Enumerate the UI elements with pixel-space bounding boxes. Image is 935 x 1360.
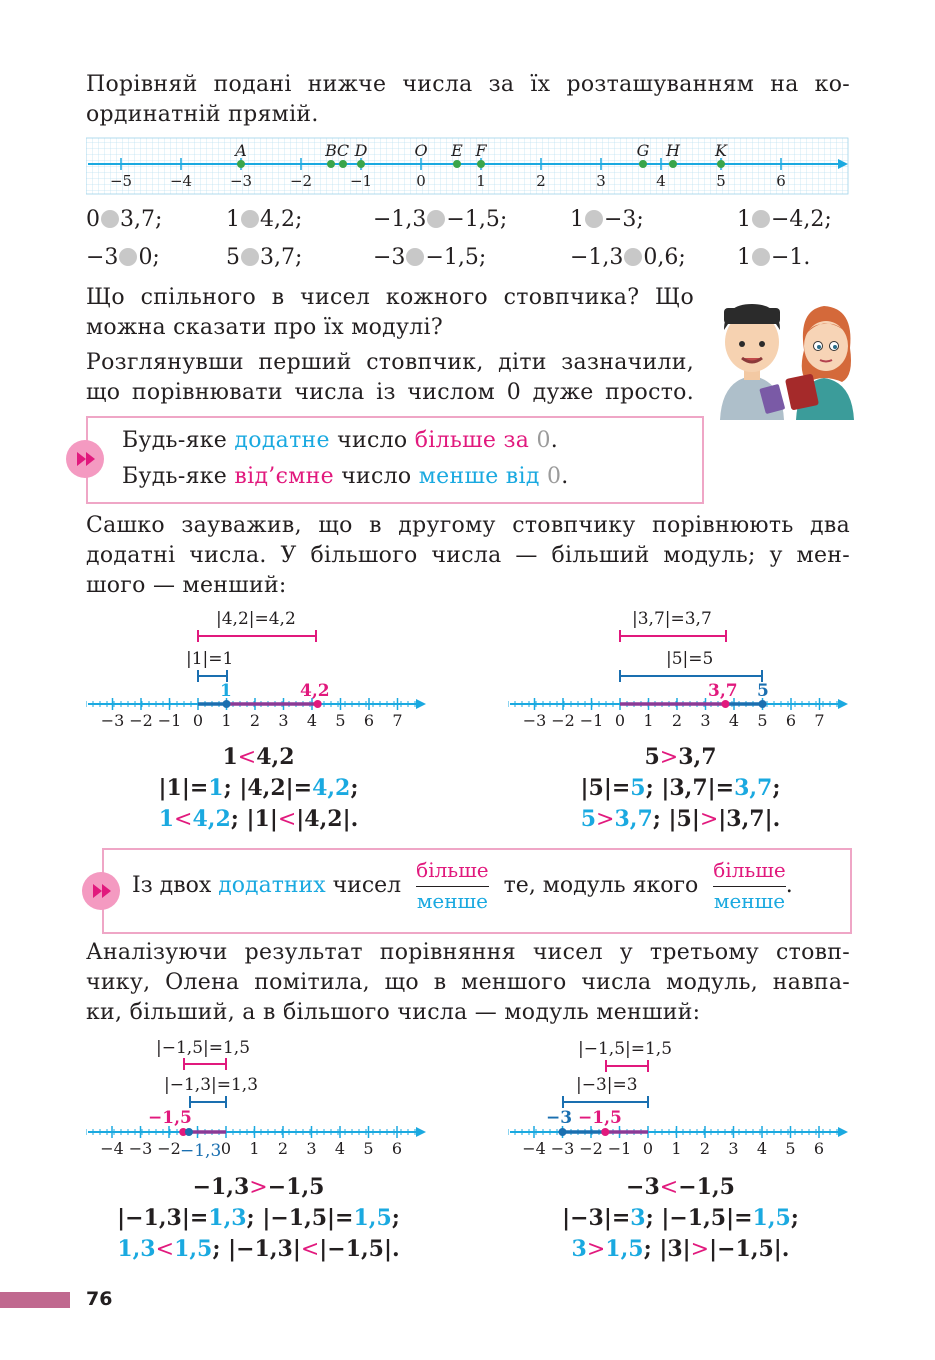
olena-line-2: чику, Олена помітила, що в меншого числа модуль, навпа- bbox=[86, 970, 850, 995]
diag2-eq-3: 5>3,7; |5|>|3,7|. bbox=[580, 806, 781, 832]
tick-label: −1 bbox=[607, 1139, 632, 1158]
tick-label: −4 bbox=[169, 172, 193, 190]
diag2-point-2-label: 5 bbox=[757, 681, 769, 701]
tick-label: −1 bbox=[349, 172, 373, 190]
point-label-K: K bbox=[715, 141, 727, 160]
cmp-1-3: −1,3 −1,5; bbox=[373, 207, 508, 232]
cmp-2-4: −1,3 0,6; bbox=[570, 245, 686, 270]
tick-label: 1 bbox=[476, 172, 486, 190]
top-number-line bbox=[86, 136, 850, 196]
cmp-2-5: 1 −1. bbox=[737, 245, 811, 270]
diag1-bar-top bbox=[198, 609, 316, 642]
point-label-B: B bbox=[325, 141, 337, 160]
point bbox=[601, 1128, 609, 1136]
diag3-equations bbox=[86, 1172, 431, 1265]
point-label-D: D bbox=[354, 141, 368, 160]
point-label-O: O bbox=[414, 141, 428, 160]
diag3-eq-1: −1,3>−1,5 bbox=[192, 1174, 325, 1200]
tick-label: −3 bbox=[550, 1139, 575, 1158]
sashko-line-3: шого — менший: bbox=[86, 573, 287, 598]
tick-label: 0 bbox=[192, 711, 204, 730]
arrow-icon bbox=[416, 699, 426, 709]
tick-label: 1 bbox=[643, 711, 654, 730]
diag4-equations bbox=[508, 1172, 853, 1265]
diag3-point-1-label: −1,5 bbox=[148, 1108, 192, 1128]
question-line-3: Розглянувши перший стовпчик, діти зазначили, bbox=[86, 350, 694, 375]
page-number-bar bbox=[0, 1292, 70, 1308]
tick-label: 6 bbox=[391, 1139, 403, 1158]
intro-line-1: Порівняй подані нижче числа за їх розташуванням на ко- bbox=[86, 72, 850, 97]
tick-label: −3 bbox=[229, 172, 253, 190]
tick-label: 5 bbox=[757, 711, 768, 730]
kids-illustration bbox=[712, 290, 862, 420]
cmp-1-2: 1 4,2; bbox=[226, 207, 303, 232]
intro-line-2: ординатній прямій. bbox=[86, 102, 319, 127]
blank-circle-icon bbox=[752, 248, 770, 266]
question-line-4: що порівнювати числа із числом 0 дуже просто. bbox=[86, 380, 694, 405]
tick-label: 3 bbox=[306, 1139, 317, 1158]
tick-label: 7 bbox=[814, 711, 825, 730]
point bbox=[185, 1128, 193, 1136]
point-D bbox=[357, 160, 365, 168]
tick-label: 2 bbox=[277, 1139, 289, 1158]
rule-1-line-1: Будь-яке додатне число більше за 0. bbox=[122, 428, 559, 453]
arrow-icon bbox=[838, 1127, 848, 1137]
blank-circle-icon bbox=[427, 210, 445, 228]
sashko-line-2: додатні числа. У більшого числа — більший модуль; у мен- bbox=[86, 543, 850, 568]
tick-label: 7 bbox=[392, 711, 403, 730]
diag1-bar-top-label: |4,2|=4,2 bbox=[216, 609, 296, 629]
sashko-text bbox=[86, 511, 850, 601]
tick-label: 6 bbox=[785, 711, 797, 730]
olena-line-1: Аналізуючи результат порівняння чисел у третьому стовп- bbox=[86, 940, 850, 965]
tick-label: −2 bbox=[289, 172, 313, 190]
diag1-point-1-label: 1 bbox=[220, 681, 232, 701]
point-G bbox=[639, 160, 647, 168]
tick-label: 1 bbox=[249, 1139, 260, 1158]
tick-label: −3 bbox=[100, 711, 125, 730]
blank-circle-icon bbox=[585, 210, 603, 228]
blank-circle-icon bbox=[241, 248, 259, 266]
tick-label: 0 bbox=[614, 711, 626, 730]
point bbox=[721, 700, 729, 708]
diag3-bar-top bbox=[156, 1038, 250, 1070]
tick-label: 0 bbox=[642, 1139, 654, 1158]
point bbox=[759, 700, 767, 708]
diag3-eq-3: 1,3<1,5; |−1,3|<|−1,5|. bbox=[117, 1236, 400, 1262]
point-H bbox=[669, 160, 677, 168]
diagram-4 bbox=[508, 1032, 853, 1172]
tick-label: 3 bbox=[728, 1139, 739, 1158]
fraction-choice-1: $\frac{\text{більше}}{\text{менше}}$ bbox=[416, 858, 489, 913]
diag4-bar-mid bbox=[563, 1075, 648, 1108]
diagram-1 bbox=[86, 600, 431, 740]
blank-circle-icon bbox=[752, 210, 770, 228]
tick-label: −3 bbox=[128, 1139, 153, 1158]
diag3-eq-2: |−1,3|=1,3; |−1,5|=1,5; bbox=[117, 1205, 400, 1231]
cmp-1-5: 1 −4,2; bbox=[737, 207, 832, 232]
tick-label: 2 bbox=[536, 172, 546, 190]
question-line-2: можна сказати про їх модулі? bbox=[86, 315, 443, 340]
olena-text bbox=[86, 938, 850, 1028]
page-number: 76 bbox=[86, 1288, 113, 1310]
tick-label: −4 bbox=[100, 1139, 124, 1158]
diag1-eq-3: 1<4,2; |1|<|4,2|. bbox=[158, 806, 359, 832]
tick-label: 0 bbox=[416, 172, 426, 190]
diag3-bar-mid bbox=[164, 1075, 258, 1108]
diag1-equations bbox=[86, 742, 431, 835]
tick-label: −2 bbox=[129, 711, 153, 730]
comparison-row-1 bbox=[86, 207, 856, 239]
point-A bbox=[237, 160, 245, 168]
diag4-bar-mid-label: |−3|=3 bbox=[576, 1075, 638, 1095]
tick-label: −5 bbox=[109, 172, 133, 190]
fraction-choice-2: $\frac{\text{більше}}{\text{менше}}$ bbox=[713, 858, 786, 913]
blank-circle-icon bbox=[406, 248, 424, 266]
diag4-bar-top bbox=[578, 1039, 672, 1072]
diag2-equations bbox=[508, 742, 853, 835]
tick-label: 6 bbox=[776, 172, 786, 190]
point-E bbox=[453, 160, 461, 168]
point-label-A: A bbox=[235, 141, 247, 160]
tick-label: 2 bbox=[699, 1139, 711, 1158]
diag2-bar-mid-label: |5|=5 bbox=[666, 649, 714, 669]
tick-label: −4 bbox=[522, 1139, 546, 1158]
tick-label: −1 bbox=[157, 711, 182, 730]
tick-label: 4 bbox=[334, 1139, 346, 1158]
tick-label: 3 bbox=[278, 711, 289, 730]
tick-label: 3 bbox=[700, 711, 711, 730]
tick-label: 5 bbox=[363, 1139, 374, 1158]
tick-label: 6 bbox=[363, 711, 375, 730]
diag2-bar-mid bbox=[620, 649, 762, 682]
olena-line-3: ки, більший, а в більшого числа — модуль менший: bbox=[86, 1000, 701, 1025]
point-label-G: G bbox=[636, 141, 650, 160]
rule-2-text: Із двох додатних чисел $\frac{\text{більше}}{\text{менше}}$ те, модуль якого $\frac{\text{більше}}{\text{менше}}$ . bbox=[132, 858, 793, 913]
rule-1-line-2: Будь-яке від’ємне число менше від 0. bbox=[122, 464, 569, 489]
tick-label: 5 bbox=[785, 1139, 796, 1158]
diag2-eq-2: |5|=5; |3,7|=3,7; bbox=[580, 775, 781, 801]
blank-circle-icon bbox=[241, 210, 259, 228]
tick-label: 2 bbox=[249, 711, 261, 730]
diag1-point-2-label: 4,2 bbox=[300, 681, 330, 701]
tick-label: 2 bbox=[671, 711, 683, 730]
diag3-point-2-label: −1,3 bbox=[180, 1141, 222, 1161]
point-C bbox=[339, 160, 347, 168]
diag2-eq-1: 5>3,7 bbox=[644, 744, 717, 770]
point-label-C: C bbox=[336, 141, 350, 160]
tick-label: 4 bbox=[656, 172, 666, 190]
diag2-bar-top bbox=[620, 609, 726, 642]
diag1-bar-mid-label: |1|=1 bbox=[186, 649, 234, 669]
diag1-eq-2: |1|=1; |4,2|=4,2; bbox=[158, 775, 359, 801]
tick-label: −3 bbox=[522, 711, 547, 730]
point-label-F: F bbox=[475, 141, 487, 160]
arrow-icon bbox=[416, 1127, 426, 1137]
diag2-bar-top-label: |3,7|=3,7 bbox=[632, 609, 712, 629]
fast-forward-icon bbox=[82, 872, 120, 910]
comparison-row-2 bbox=[86, 245, 856, 277]
diag1-eq-1: 1<4,2 bbox=[222, 744, 295, 770]
point bbox=[314, 700, 322, 708]
diag1-bar-mid bbox=[186, 649, 233, 682]
diag4-eq-3: 3>1,5; |3|>|−1,5|. bbox=[571, 1236, 790, 1262]
tick-label: 4 bbox=[306, 711, 318, 730]
cmp-2-3: −3 −1,5; bbox=[373, 245, 487, 270]
cmp-1-1: 0 3,7; bbox=[86, 207, 163, 232]
tick-label: 6 bbox=[813, 1139, 825, 1158]
tick-label: 4 bbox=[756, 1139, 768, 1158]
rule-1-text bbox=[122, 426, 569, 492]
cmp-1-4: 1 −3; bbox=[570, 207, 644, 232]
diag4-point-2-label: −1,5 bbox=[578, 1108, 622, 1128]
tick-label: 5 bbox=[716, 172, 726, 190]
tick-label: −2 bbox=[579, 1139, 603, 1158]
diagram-3 bbox=[86, 1032, 431, 1172]
diagram-2 bbox=[508, 600, 853, 740]
blank-circle-icon bbox=[119, 248, 137, 266]
cmp-2-1: −3 0; bbox=[86, 245, 160, 270]
question-text bbox=[86, 283, 694, 408]
point bbox=[559, 1128, 567, 1136]
sashko-line-1: Сашко зауважив, що в другому стовпчику порівнюють два bbox=[86, 513, 850, 538]
point-label-E: E bbox=[451, 141, 463, 160]
tick-label: 1 bbox=[221, 711, 232, 730]
blank-circle-icon bbox=[624, 248, 642, 266]
tick-label: 3 bbox=[596, 172, 606, 190]
intro-text bbox=[86, 70, 850, 130]
point-K bbox=[717, 160, 725, 168]
diag3-bar-mid-label: |−1,3|=1,3 bbox=[164, 1075, 259, 1095]
tick-label: 0 bbox=[220, 1139, 232, 1158]
point-B bbox=[327, 160, 335, 168]
cmp-2-2: 5 3,7; bbox=[226, 245, 303, 270]
tick-label: 4 bbox=[728, 711, 740, 730]
point bbox=[223, 700, 231, 708]
fast-forward-icon bbox=[66, 440, 104, 478]
diag3-bar-top-label: |−1,5|=1,5 bbox=[156, 1038, 251, 1058]
tick-label: −2 bbox=[157, 1139, 181, 1158]
point-label-H: H bbox=[666, 141, 680, 160]
tick-label: 5 bbox=[335, 711, 346, 730]
point-F bbox=[477, 160, 485, 168]
tick-label: −2 bbox=[551, 711, 575, 730]
tick-label: −1 bbox=[579, 711, 604, 730]
diag4-bar-top-label: |−1,5|=1,5 bbox=[578, 1039, 673, 1059]
blank-circle-icon bbox=[101, 210, 119, 228]
diag2-point-1-label: 3,7 bbox=[708, 681, 738, 701]
diag4-eq-2: |−3|=3; |−1,5|=1,5; bbox=[562, 1205, 799, 1231]
diag4-eq-1: −3<−1,5 bbox=[626, 1174, 735, 1200]
arrow-icon bbox=[838, 699, 848, 709]
tick-label: 1 bbox=[671, 1139, 682, 1158]
diag4-point-1-label: −3 bbox=[546, 1108, 573, 1128]
question-line-1: Що спільного в чисел кожного стовпчика? Що bbox=[86, 285, 694, 310]
